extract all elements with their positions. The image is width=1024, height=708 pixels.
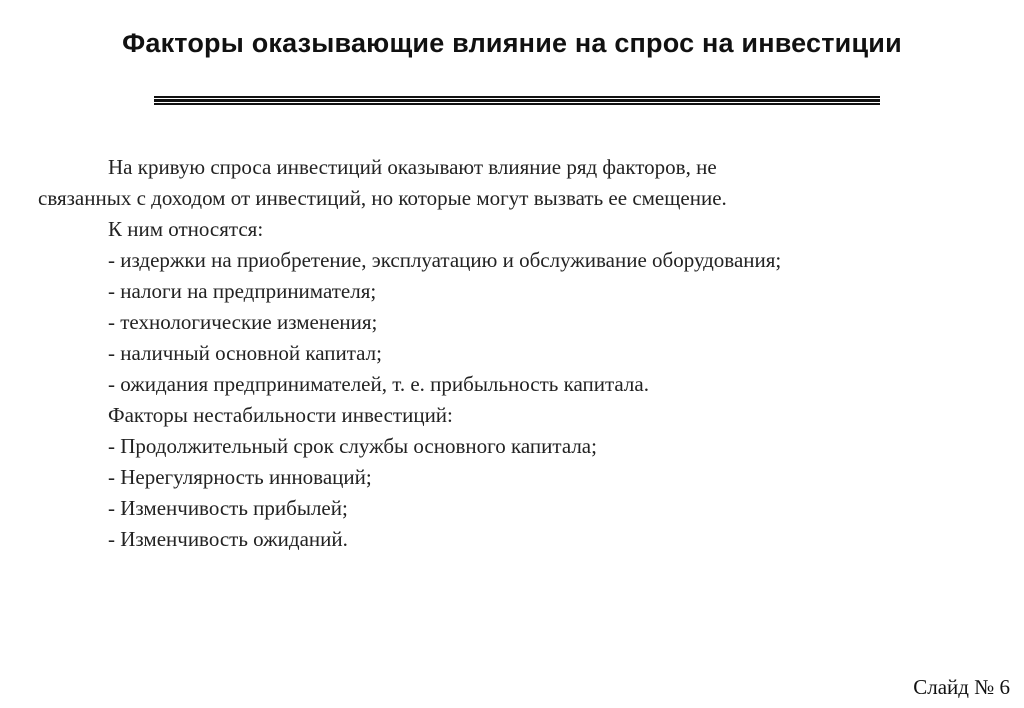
list-item: - технологические изменения; [108,310,378,334]
list-item: - ожидания предпринимателей, т. е. прибыльность капитала. [108,372,649,396]
slide-body [38,152,988,555]
slide-number: Слайд № 6 [913,675,1010,699]
section-heading-instability: Факторы нестабильности инвестиций: [108,403,453,427]
intro-line-2: связанных с доходом от инвестиций, но которые могут вызвать ее смещение. [38,186,727,210]
intro-line-1: На кривую спроса инвестиций оказывают влияние ряд факторов, не [108,155,717,179]
list-item: - Изменчивость прибылей; [108,496,348,520]
section-heading-factors: К ним относятся: [108,217,264,241]
divider-line-middle [154,99,880,102]
slide-title: Факторы оказывающие влияние на спрос на инвестиции [122,28,902,58]
list-item: - Изменчивость ожиданий. [108,527,348,551]
list-item: - издержки на приобретение, эксплуатацию и обслуживание оборудования; [108,248,782,272]
list-item: - Продолжительный срок службы основного капитала; [108,434,597,458]
list-item: - наличный основной капитал; [108,341,382,365]
list-item: - налоги на предпринимателя; [108,279,377,303]
list-item: - Нерегулярность инноваций; [108,465,372,489]
divider-line-bottom [154,103,880,105]
title-divider [154,96,880,105]
divider-line-top [154,96,880,98]
